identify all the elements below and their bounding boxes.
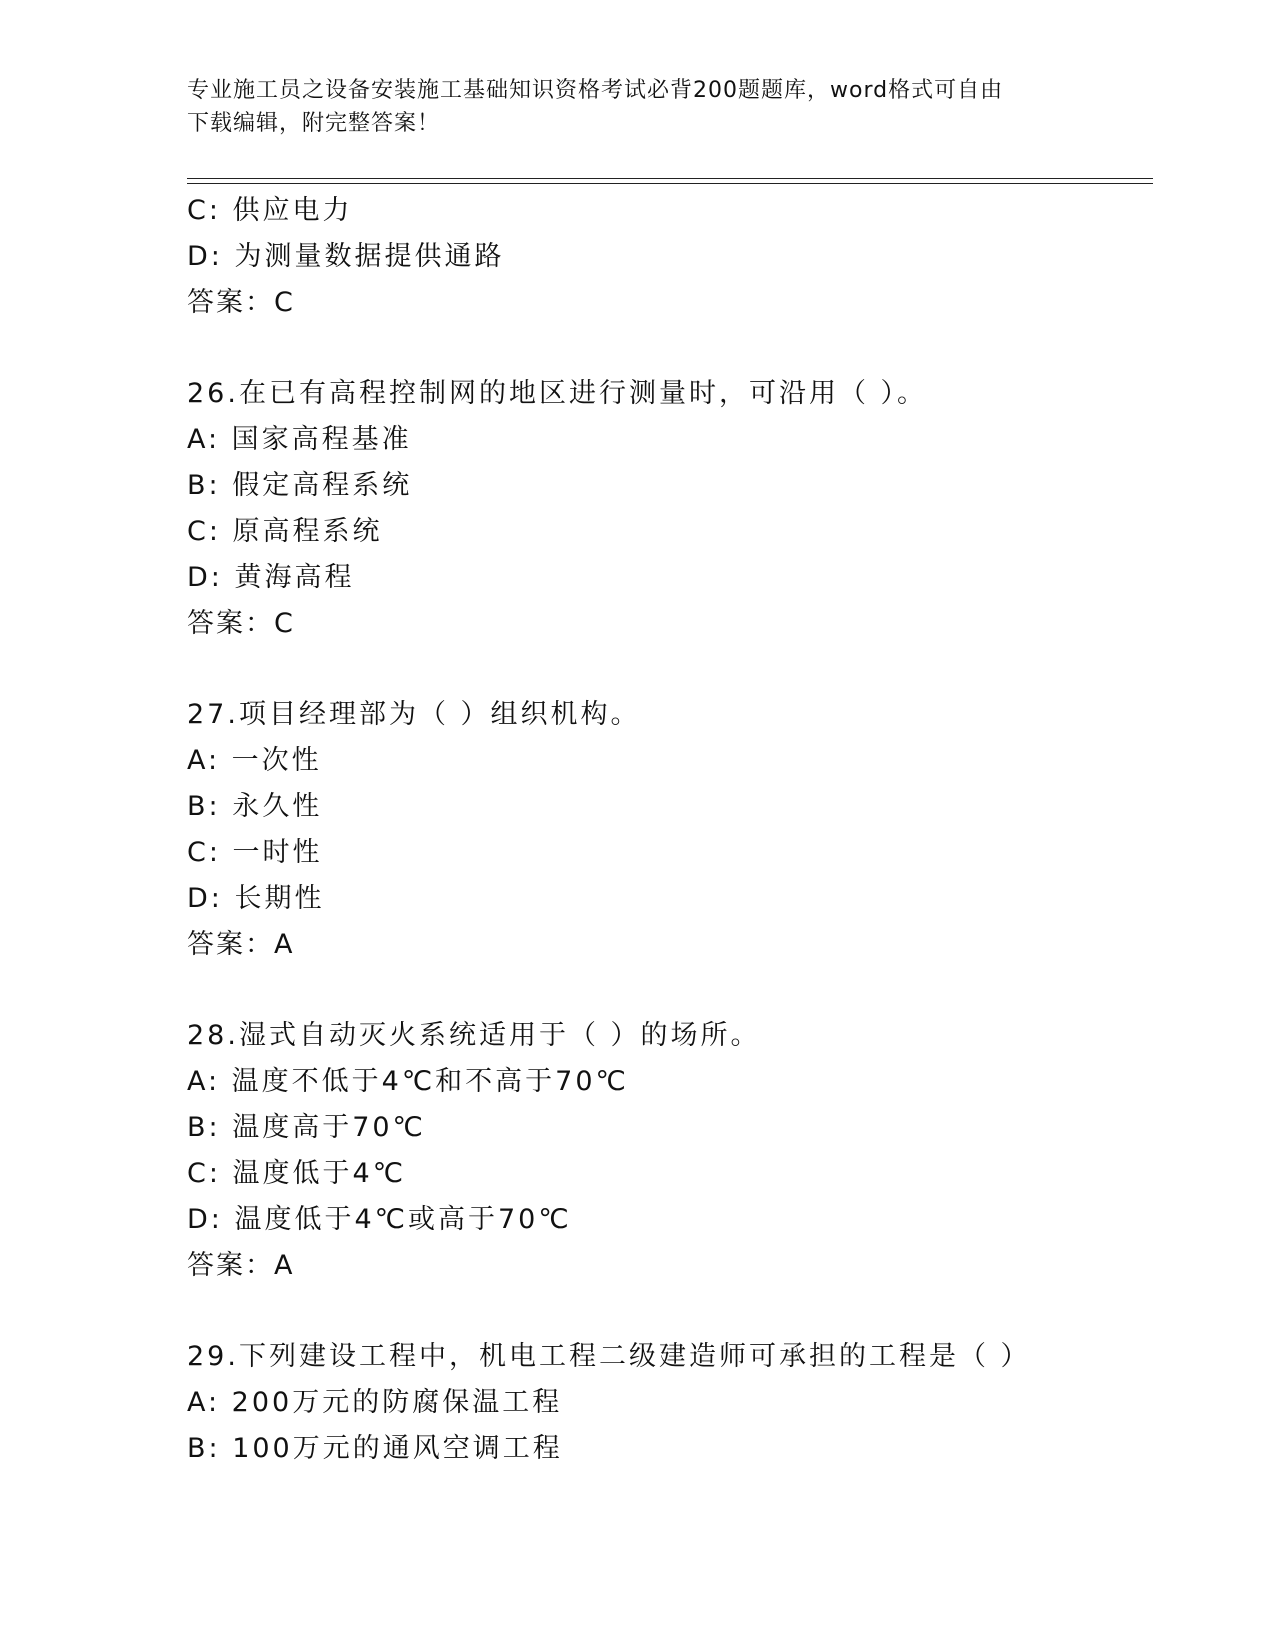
option-a: A: 200万元的防腐保温工程 [187, 1387, 563, 1418]
question-stem: 28.湿式自动灭火系统适用于（ ）的场所。 [187, 1020, 761, 1051]
header-divider-bottom [187, 183, 1153, 184]
answer: 答案：A [187, 929, 295, 960]
option-d: D: 黄海高程 [187, 562, 355, 593]
document-header [187, 74, 1067, 140]
option-a: A: 国家高程基准 [187, 424, 412, 455]
option-a: A: 一次性 [187, 745, 322, 776]
option-b: B: 100万元的通风空调工程 [187, 1433, 563, 1464]
option-c: C: 原高程系统 [187, 516, 383, 547]
question-29 [187, 1334, 1153, 1472]
option-c: C: 供应电力 [187, 195, 353, 226]
question-stem: 29.下列建设工程中，机电工程二级建造师可承担的工程是（ ） [187, 1341, 1031, 1372]
option-b: B: 假定高程系统 [187, 470, 413, 501]
answer: 答案：C [187, 287, 295, 318]
header-line-1: 专业施工员之设备安装施工基础知识资格考试必背200题题库，word格式可自由 [187, 78, 1004, 103]
question-stem: 27.项目经理部为（ ）组织机构。 [187, 699, 641, 730]
option-b: B: 永久性 [187, 791, 323, 822]
answer: 答案：A [187, 1250, 295, 1281]
answer: 答案：C [187, 608, 295, 639]
option-d: D: 温度低于4℃或高于70℃ [187, 1204, 572, 1235]
question-25-continuation [187, 188, 1153, 326]
question-27 [187, 692, 1153, 968]
option-a: A: 温度不低于4℃和不高于70℃ [187, 1066, 629, 1097]
question-stem: 26.在已有高程控制网的地区进行测量时，可沿用（ ）。 [187, 378, 928, 409]
question-28 [187, 1013, 1153, 1289]
option-b: B: 温度高于70℃ [187, 1112, 426, 1143]
option-d: D: 长期性 [187, 883, 325, 914]
header-divider-top [187, 178, 1153, 179]
option-d: D: 为测量数据提供通路 [187, 241, 505, 272]
header-line-2: 下载编辑，附完整答案！ [187, 111, 441, 136]
question-26 [187, 371, 1153, 647]
option-c: C: 一时性 [187, 837, 323, 868]
question-list [187, 188, 1153, 1472]
option-c: C: 温度低于4℃ [187, 1158, 407, 1189]
